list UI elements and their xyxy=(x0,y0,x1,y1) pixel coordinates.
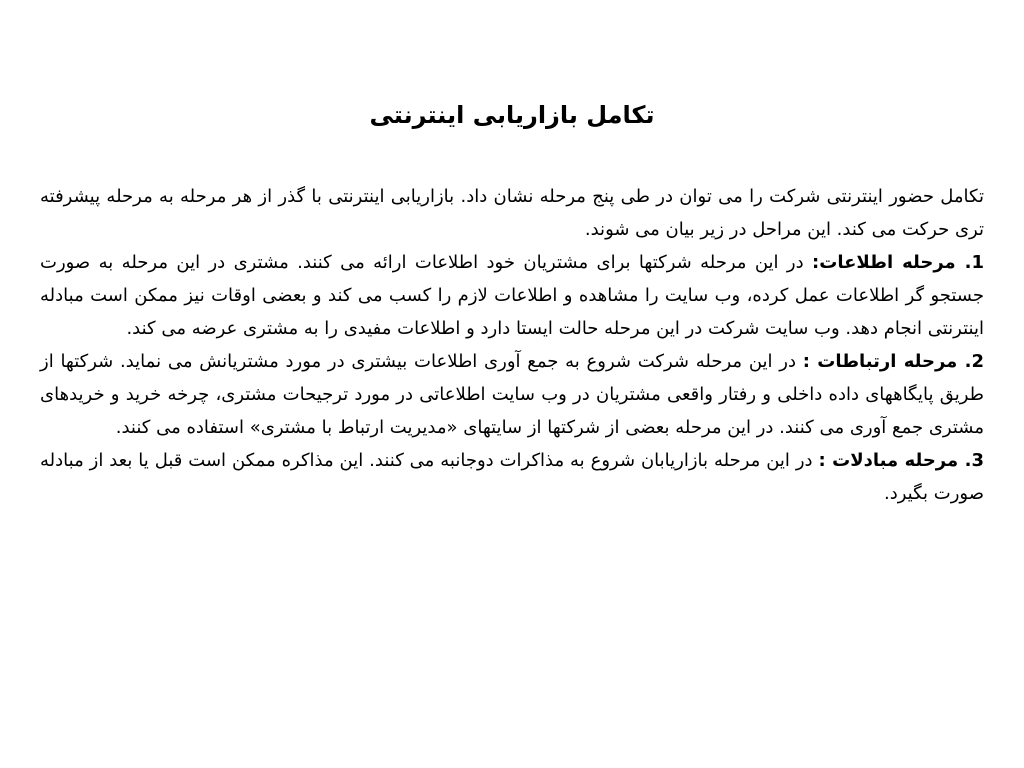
stage-2-lead: 2. مرحله ارتباطات : xyxy=(802,351,984,372)
stage-2-text: در این مرحله شرکت شروع به جمع آوری اطلاعات بیشتری در مورد مشتریانش می نماید. شرکتها از طریق پایگاههای داده داخلی و رفتار واقعی مشتریان در وب سایت اطلاعاتی در مورد ترجیحات مشتری، چرخه خرید و خریدهای مشتری جمع آوری می کنند. در این مرحله بعضی از شرکتها از سایتهای «مدیریت ارتباط با مشتری» استفاده می کنند. xyxy=(40,351,984,438)
page-title: تکامل بازاریابی اینترنتی xyxy=(369,101,655,129)
slide-page xyxy=(0,98,1024,768)
stage-3-paragraph xyxy=(40,444,984,510)
stage-3-text: در این مرحله بازاریابان شروع به مذاکرات دوجانبه می کنند. این مذاکره ممکن است قبل یا بعد از مبادله صورت بگیرد. xyxy=(40,450,984,504)
stage-3-lead: 3. مرحله مبادلات : xyxy=(818,450,984,471)
stage-1-text: در این مرحله شرکتها برای مشتریان خود اطلاعات ارائه می کنند. مشتری در این مرحله به صورت جستجو گر اطلاعات عمل کرده، وب سایت را مشاهده و اطلاعات لازم را کسب می کند و بعضی اوقات نیز ممکن است مبادله اینترنتی انجام دهد. وب سایت شرکت در این مرحله حالت ایستا دارد و اطلاعات مفیدی را به مشتری عرضه می کند. xyxy=(40,252,984,339)
intro-text: تکامل حضور اینترنتی شرکت را می توان در طی پنج مرحله نشان داد. بازاریابی اینترنتی با گذر از هر مرحله به مرحله پیشرفته تری حرکت می کند. این مراحل در زیر بیان می شوند. xyxy=(40,186,984,240)
stage-2-paragraph xyxy=(40,345,984,444)
intro-paragraph xyxy=(40,180,984,246)
slide-body xyxy=(40,180,984,510)
stage-1-paragraph xyxy=(40,246,984,345)
stage-1-lead: 1. مرحله اطلاعات: xyxy=(812,252,984,273)
